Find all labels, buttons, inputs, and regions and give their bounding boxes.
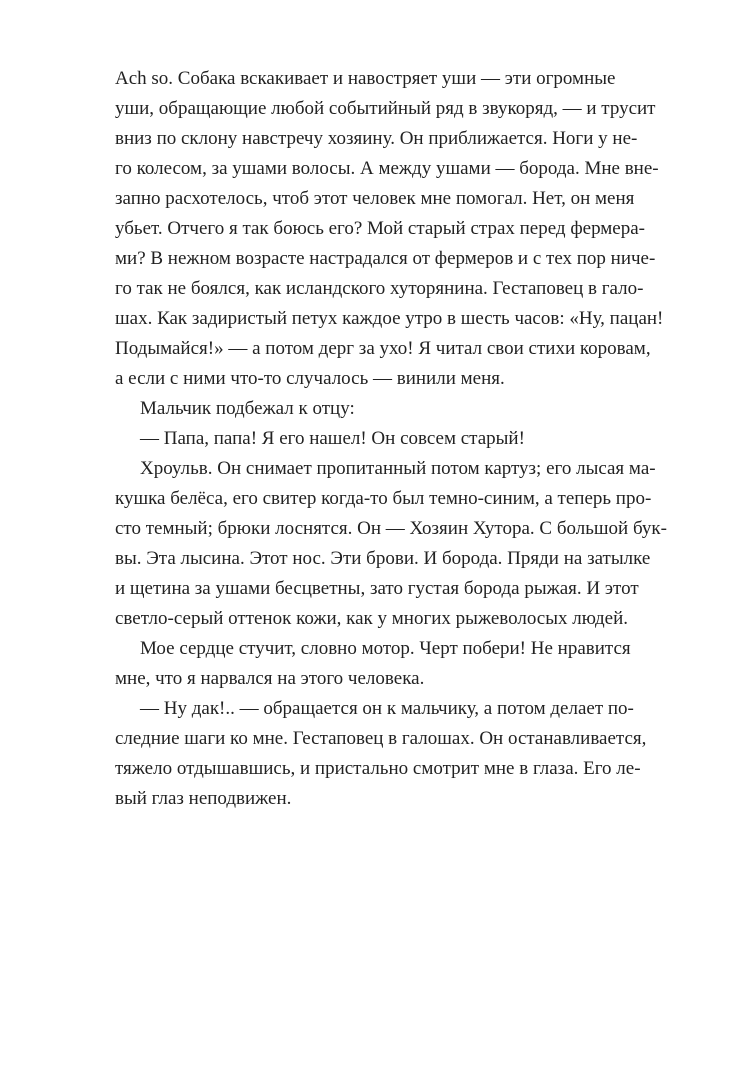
- text-line: го так не боялся, как исландского хуторянина. Гестаповец в гало-: [115, 278, 644, 299]
- text-line: вый глаз неподвижен.: [115, 788, 292, 809]
- paragraph-3: [115, 424, 609, 454]
- text-line: мне, что я нарвался на этого человека.: [115, 668, 425, 689]
- text-line: вы. Эта лысина. Этот нос. Эти брови. И борода. Пряди на затылке: [115, 548, 651, 569]
- text-line: сто темный; брюки лоснятся. Он — Хозяин Хутора. С большой бук-: [115, 518, 667, 539]
- text-line: убьет. Отчего я так боюсь его? Мой старый страх перед фермера-: [115, 218, 646, 239]
- text-line: шах. Как задиристый петух каждое утро в шесть часов: «Ну, пацан!: [115, 308, 664, 329]
- book-page-text: [115, 64, 667, 814]
- text-line: вниз по склону навстречу хозяину. Он приближается. Ноги у не-: [115, 128, 638, 149]
- text-line: Мое сердце стучит, словно мотор. Черт побери! Не нравится: [140, 638, 631, 659]
- text-line: — Папа, папа! Я его нашел! Он совсем старый!: [140, 428, 525, 449]
- text-line: тяжело отдышавшись, и пристально смотрит мне в глаза. Его ле-: [115, 758, 641, 779]
- paragraph-1: [115, 64, 664, 394]
- paragraph-5: [115, 634, 631, 694]
- text-line: запно расхотелось, чтоб этот человек мне помогал. Нет, он меня: [115, 188, 635, 209]
- paragraph-4: [115, 454, 667, 634]
- text-line: ми? В нежном возрасте настрадался от фермеров и с тех пор ниче-: [115, 248, 656, 269]
- text-line: Мальчик подбежал к отцу:: [140, 398, 355, 419]
- paragraph-2: [115, 394, 609, 424]
- line-text: Ach so. Собака вскакивает и навостряет уши — эти огромные: [115, 68, 616, 89]
- paragraph-6: [115, 694, 647, 814]
- text-line: го колесом, за ушами волосы. А между ушами — борода. Мне вне-: [115, 158, 659, 179]
- text-line: Подымайся!» — а потом дерг за ухо! Я читал свои стихи коровам,: [115, 338, 651, 359]
- text-line: следние шаги ко мне. Гестаповец в галошах. Он останавливается,: [115, 728, 647, 749]
- text-line: [115, 64, 616, 94]
- text-line: Хроульв. Он снимает пропитанный потом картуз; его лысая ма-: [140, 458, 656, 479]
- text-line: кушка белёса, его свитер когда-то был темно-синим, а теперь про-: [115, 488, 652, 509]
- text-line: и щетина за ушами бесцветны, зато густая борода рыжая. И этот: [115, 578, 639, 599]
- text-line: уши, обращающие любой событийный ряд в звукоряд, — и трусит: [115, 98, 656, 119]
- text-line: — Ну дак!.. — обращается он к мальчику, а потом делает по-: [140, 698, 634, 719]
- text-line: светло-серый оттенок кожи, как у многих рыжеволосых людей.: [115, 608, 628, 629]
- text-line: а если с ними что-то случалось — винили меня.: [115, 368, 505, 389]
